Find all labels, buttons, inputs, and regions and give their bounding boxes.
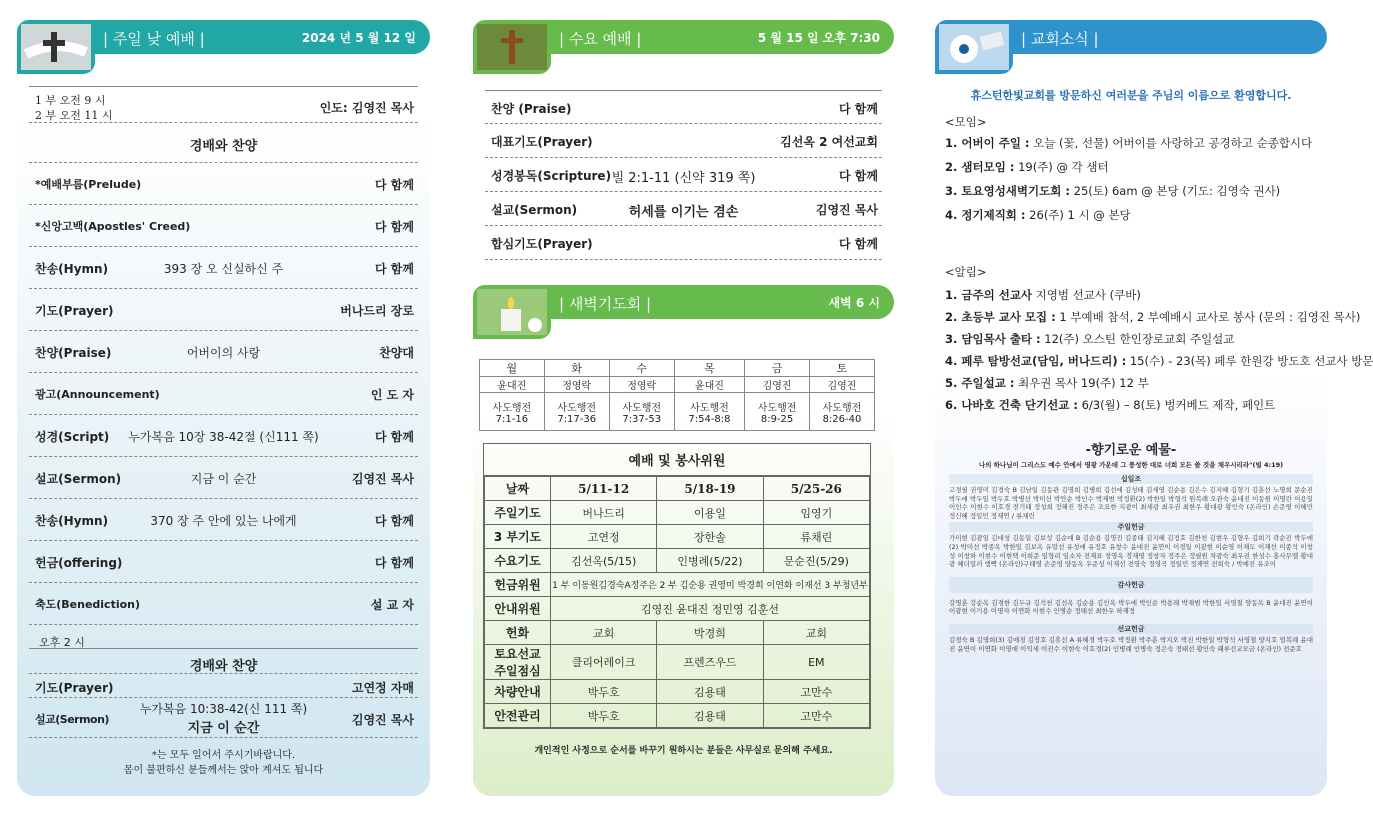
order-detail: 370 장 주 안에 있는 나에게: [150, 514, 297, 528]
sunday-order-row: [29, 331, 418, 373]
order-item: 기도(Prayer): [35, 304, 114, 318]
thanks-offering-heading: 감사헌금: [949, 577, 1313, 593]
dawn-days-cell: 수: [609, 360, 674, 377]
dawn-days-cell: 화: [544, 360, 609, 377]
mission-offering-heading: 선교헌금: [949, 624, 1313, 634]
order-leader: 다 함께: [375, 178, 414, 192]
item-label: 1. 금주의 선교사: [945, 288, 1033, 302]
worship-leader: 인도: 김영진 목사: [319, 101, 414, 115]
meetings-heading: <모임>: [945, 115, 987, 129]
volunteer-name: 교회: [551, 621, 657, 645]
volunteers-header-cell: 5/25-26: [763, 477, 869, 501]
volunteer-role: 헌화: [485, 621, 551, 645]
order-item: 축도(Benediction): [35, 598, 141, 611]
wednesday-order-row: [485, 226, 882, 260]
order-item: 성경(Script): [35, 430, 110, 444]
dawn-days-cell: 목: [674, 360, 745, 377]
church-news-panel: [935, 20, 1373, 796]
volunteer-name: 류채린: [763, 525, 869, 549]
order-detail: 누가복음 10장 38-42절 (신111 쪽): [128, 430, 319, 444]
volunteer-name: 김영진 윤대진 정민영 김훈선: [551, 597, 870, 621]
sunday-order-row: [29, 247, 418, 289]
wednesday-title: | 수요 예배 |: [559, 30, 642, 48]
order-item: 경배와 찬양: [189, 139, 258, 154]
order-leader: 김영진 목사: [351, 472, 414, 486]
dawn-leaders-cell: 정영락: [609, 377, 674, 393]
order-item: 대표기도(Prayer): [491, 135, 593, 149]
passage-book: 사도행전: [557, 402, 597, 414]
notice-item: [945, 309, 1360, 325]
schedule-change-note: 개인적인 사정으로 순서를 바꾸기 원하시는 분들은 사무실로 문의해 주세요.: [534, 746, 833, 756]
welcome-message: 휴스턴한빛교회를 방문하신 여러분을 주님의 이름으로 환영합니다.: [970, 89, 1292, 102]
notice-item: [945, 375, 1149, 391]
meeting-item: [945, 159, 1109, 175]
order-item: *예배부름(Prelude): [35, 178, 142, 191]
passage-verses: 7:37-53: [622, 413, 662, 425]
volunteer-role: 헌금위원: [485, 573, 551, 597]
volunteer-name: 고연정: [551, 525, 657, 549]
item-text: 1 부예배 참석, 2 부예배시 교사로 봉사 (문의 : 김영진 목사): [1055, 310, 1361, 324]
dawn-days-cell: 토: [809, 360, 874, 377]
item-label: 4. 페루 탐방선교(담임, 버나드리) :: [945, 354, 1127, 368]
dawn-leaders-cell: 정영락: [544, 377, 609, 393]
volunteer-name: 버나드리: [551, 501, 657, 525]
sunday-service-panel: [17, 20, 430, 796]
order-detail: 빌 2:1-11 (신약 319 쪽): [611, 171, 756, 186]
order-item: 찬송(Hymn): [35, 262, 109, 276]
sunday-order-row: [29, 541, 418, 583]
service-volunteers-box: [483, 443, 871, 729]
volunteer-role: 주일기도: [485, 501, 551, 525]
pm-prayer-row: 기도(Prayer) 고연정 자매: [29, 674, 418, 698]
sunday-order-row: [29, 373, 418, 415]
item-label: 6. 나바호 건축 단기선교 :: [945, 398, 1078, 412]
seated-note: 몸이 불편하신 분들께서는 앉아 계셔도 됩니다: [123, 765, 324, 776]
dawn-passage-cell: [480, 393, 545, 431]
volunteer-role: 3 부기도: [485, 525, 551, 549]
order-item: 헌금(offering): [35, 556, 123, 570]
order-leader: 설 교 자: [370, 598, 414, 612]
volunteer-name: 클리어레이크: [551, 645, 657, 680]
sunday-offering-heading: 주일헌금: [949, 522, 1313, 532]
dawn-passage-cell: [745, 393, 810, 431]
order-leader: 김영진 목사: [815, 203, 878, 217]
order-leader: 인 도 자: [370, 388, 414, 402]
bible-cross-image: [17, 20, 95, 74]
volunteer-name: 고만수: [763, 680, 869, 704]
volunteer-name: EM: [763, 645, 869, 680]
item-label: 5. 주일설교 :: [945, 376, 1015, 390]
offerings-verse: 나의 하나님이 그리스도 예수 안에서 영광 가운데 그 풍성한 대로 너희 모든 쓸 것을 채우시리라"(빌 4:19): [978, 461, 1284, 469]
sunday-title: | 주일 낮 예배 |: [103, 30, 205, 48]
volunteer-name: 1 부 이동원김경숙A정주은 2 부 김순용 권영미 박경희 이연화 이재선 3 부청년부: [551, 573, 870, 597]
notice-item: [945, 397, 1275, 413]
volunteer-name: 박두호: [551, 704, 657, 728]
volunteer-name: 김용태: [657, 704, 763, 728]
dawn-leaders-cell: 윤대진: [674, 377, 745, 393]
order-item: 찬양 (Praise): [491, 102, 572, 116]
order-leader: 버나드리 장로: [340, 304, 414, 318]
dawn-passage-cell: [609, 393, 674, 431]
volunteer-name: 장한솔: [657, 525, 763, 549]
item-text: 오늘 (꽃, 선물) 어버이를 사랑하고 공경하고 순종합시다: [1029, 136, 1313, 150]
order-item: 설교(Sermon): [491, 203, 578, 217]
order-item: *신앙고백(Apostles' Creed): [35, 220, 191, 233]
volunteers-title: 예배 및 봉사위원: [484, 444, 870, 476]
item-text: 19(주) @ 각 샘터: [1014, 160, 1109, 174]
volunteers-table: [484, 476, 870, 728]
order-item: 성경봉독(Scripture): [491, 169, 612, 183]
dawn-days-cell: 금: [745, 360, 810, 377]
order-leader: 다 함께: [375, 514, 414, 528]
sunday-order-row: [29, 583, 418, 625]
dawn-passage-cell: [809, 393, 874, 431]
volunteer-name: 인병례(5/22): [657, 549, 763, 573]
tithe-heading: 십일조: [949, 474, 1313, 484]
item-label: 2. 샘터모임 :: [945, 160, 1015, 174]
dawn-title: | 새벽기도회 |: [559, 295, 652, 313]
notice-item: [945, 353, 1373, 369]
news-title: | 교회소식 |: [1021, 30, 1099, 48]
dawn-passage-cell: [544, 393, 609, 431]
order-item: 찬송(Hymn): [35, 514, 109, 528]
volunteer-name: 임영기: [763, 501, 869, 525]
meeting-item: [945, 183, 1280, 199]
volunteer-name: 김선옥(5/15): [551, 549, 657, 573]
item-label: 4. 정기제직회 :: [945, 208, 1026, 222]
sunday-order-row: [29, 205, 418, 247]
item-label: 3. 담임목사 출타 :: [945, 332, 1041, 346]
volunteer-role: 수요기도: [485, 549, 551, 573]
passage-verses: 7:1-16: [495, 413, 529, 425]
offerings-title: -향기로운 예물-: [1085, 443, 1177, 458]
passage-verses: 7:17-36: [557, 413, 597, 425]
notice-item: [945, 331, 1234, 347]
dawn-passage-cell: [674, 393, 745, 431]
volunteers-header-cell: 5/11-12: [551, 477, 657, 501]
item-text: 15(수) - 23(목) 페루 한원강 방도호 선교사 방문: [1126, 354, 1373, 368]
item-text: 최우권 목사 19(주) 12 부: [1014, 376, 1149, 390]
passage-book: 사도행전: [822, 402, 862, 414]
order-leader: 다 함께: [375, 556, 414, 570]
order-detail: 어버이의 사랑: [186, 346, 261, 360]
order-item: 합심기도(Prayer): [491, 237, 593, 251]
order-leader: 김선옥 2 여선교회: [780, 135, 878, 149]
volunteers-header-cell: 날짜: [485, 477, 551, 501]
volunteer-name: 김용태: [657, 680, 763, 704]
first-service-time: 1 부 오전 9 시: [35, 94, 106, 107]
order-leader: 다 함께: [375, 430, 414, 444]
offerings-list: [949, 472, 1313, 653]
volunteers-header-cell: 5/18-19: [657, 477, 763, 501]
meeting-item: [945, 135, 1312, 151]
volunteer-name: 이용일: [657, 501, 763, 525]
passage-book: 사도행전: [492, 402, 532, 414]
volunteer-role: 안내위원: [485, 597, 551, 621]
pm-worship-row: 경배와 찬양: [29, 648, 418, 674]
candle-image: [473, 285, 551, 339]
sunday-order-row: [29, 123, 418, 163]
sunday-order-row: [29, 415, 418, 457]
notices-heading: <알림>: [945, 265, 987, 279]
service-times: [29, 86, 418, 123]
sunday-order-row: [29, 163, 418, 205]
volunteer-name: 박두호: [551, 680, 657, 704]
order-item: 찬양(Praise): [35, 346, 112, 360]
passage-book: 사도행전: [690, 402, 729, 414]
dawn-leaders-cell: 윤대진: [480, 377, 545, 393]
order-leader: 다 함께: [839, 237, 878, 251]
volunteer-name: 교회: [763, 621, 869, 645]
order-detail: 393 장 오 신실하신 주: [163, 262, 284, 276]
notice-item: [945, 287, 1141, 303]
passage-book: 사도행전: [622, 402, 662, 414]
item-text: 25(토) 6am @ 본당 (기도: 김영숙 권사): [1069, 184, 1281, 198]
order-leader: 찬양대: [379, 346, 414, 360]
order-leader: 다 함께: [839, 169, 878, 183]
thanks-offering-names: 강명훈 강순옥 김경한 김두규 김석천 김선옥 김순용 김인옥 박두애 박인순 박용래 박재범 박한일 서영철 양동옥 B 윤대진 윤연이 이광현 이기용 이명자 이연화 이현수 인병순 정태선 최한우 하재정: [949, 598, 1313, 616]
dawn-time: 새벽 6 시: [828, 296, 880, 310]
volunteer-name: 문순진(5/29): [763, 549, 869, 573]
passage-verses: 8:9-25: [760, 413, 794, 425]
item-label: 3. 토요영성새벽기도회 :: [945, 184, 1070, 198]
item-text: 6/3(월) – 8(토) 벙커베드 제작, 페인트: [1077, 398, 1276, 412]
afternoon-time: 오후 2 시: [39, 636, 85, 649]
item-label: 2. 초등부 교사 모집 :: [945, 310, 1056, 324]
item-text: 26(주) 1 시 @ 본당: [1025, 208, 1131, 222]
wooden-cross-image: [473, 20, 551, 74]
order-leader: 다 함께: [375, 220, 414, 234]
flower-image: [935, 20, 1013, 74]
passage-book: 사도행전: [757, 402, 797, 414]
wednesday-order-row: [485, 124, 882, 158]
second-service-time: 2 부 오전 11 시: [35, 109, 113, 122]
item-label: 1. 어버이 주일 :: [945, 136, 1030, 150]
order-leader: 다 함께: [839, 102, 878, 116]
standing-note: *는 모두 일어서 주시기바랍니다.: [151, 750, 296, 761]
order-item: 광고(Announcement): [35, 388, 160, 401]
dawn-leaders-cell: 김영진: [745, 377, 810, 393]
sunday-order-row: [29, 457, 418, 499]
order-leader: 다 함께: [375, 262, 414, 276]
dawn-days-cell: 월: [480, 360, 545, 377]
meeting-item: [945, 207, 1131, 223]
sunday-date: 2024 년 5 월 12 일: [301, 31, 416, 45]
sunday-order-row: [29, 289, 418, 331]
sunday-offering-names: 가미현 김광일 김대성 김동일 김보성 김순애 B 김순용 김영진 김종태 김지혜 김정호 김한천 김현우 김형우 김희기 곽순진 박두애(2) 박미선 박종옥 박한일 김보옥 유말선 유성애 유정호 유창수 윤대진 윤연이 이경일 이광현 이순영 이재도 이재선 이종석 이창성 이창하 이현수 이현택 이희준 임형리 임소자 전재표 정영옥 정재영 정창자 정주은 정필원 차광숙 최우권 한성수 홍사무엘 황대광 헤더밀러 엠빡 (온라인)구태영 손준영 양동옥 우준성 이재선 전영숙 정영곡 정일민 정재연 전희숙 / 박예진 유조이: [949, 534, 1313, 569]
wednesday-date: 5 월 15 일 오후 7:30: [757, 31, 880, 45]
wednesday-order-row: [485, 158, 882, 192]
item-text: 지영범 선교사 (쿠바): [1032, 288, 1141, 302]
volunteer-name: 박경희: [657, 621, 763, 645]
mission-offering-names: 김경숙 B 김명희(3) 김애경 김장호 김휴선 A 류혜경 박두호 박정환 박주훈 박지오 박진 박한일 박형석 서영철 양지호 엄복례 윤대진 윤연이 이연화 이영애 이익세 이진수 이현숙 이호경(2) 인병례 인병숙 정은숙 정태선 황인숙 패루선교모금 (온라인) 전준호: [949, 635, 1313, 653]
passage-verses: 7:54-8:8: [688, 413, 731, 425]
passage-verses: 8:26-40: [822, 413, 862, 425]
volunteer-name: 프렌즈우드: [657, 645, 763, 680]
wednesday-order-row: [485, 90, 882, 124]
sunday-order-row: [29, 499, 418, 541]
wednesday-service-panel: [473, 20, 894, 796]
volunteer-name: 고만수: [763, 704, 869, 728]
pm-sermon-row: 설교(Sermon) 누가복음 10:38-42(신 111 쪽) 지금 이 순간 김영진 목사: [29, 698, 418, 738]
volunteer-role: 토요선교 주일점심: [485, 645, 551, 680]
order-detail: 허세를 이기는 겸손: [628, 205, 739, 220]
item-text: 12(주) 오스틴 한인장로교회 주일설교: [1040, 332, 1235, 346]
wednesday-order-row: [485, 192, 882, 226]
tithe-names: 고경필 권영미 김경숙 B 김남일 김동관 김명희 김병희 김선애 김성태 김세영 김순용 김은수 김지혜 김형기 김훈선 노명희 문순진 박두애 박두일 박두호 박병선 박미선 박안순 박인수 박재범 박정환(2) 박한일 박형석 원복례 오관숙 윤대진 이동원 이명란 이용일 이인수 이현수 이호경 전기태 정성희 정해진 정주은 조요한 지광이 최세광 최우권 최한우 황대광 황인숙 (온라인) 손준영 이혜민 정신혜 정일민 정재연 / 류채린: [949, 486, 1313, 520]
order-detail: 지금 이 순간: [190, 472, 257, 486]
order-item: 설교(Sermon): [35, 472, 122, 486]
dawn-schedule-table: [479, 359, 875, 431]
volunteer-role: 차량안내: [485, 680, 551, 704]
dawn-leaders-cell: 김영진: [809, 377, 874, 393]
volunteer-role: 안전관리: [485, 704, 551, 728]
